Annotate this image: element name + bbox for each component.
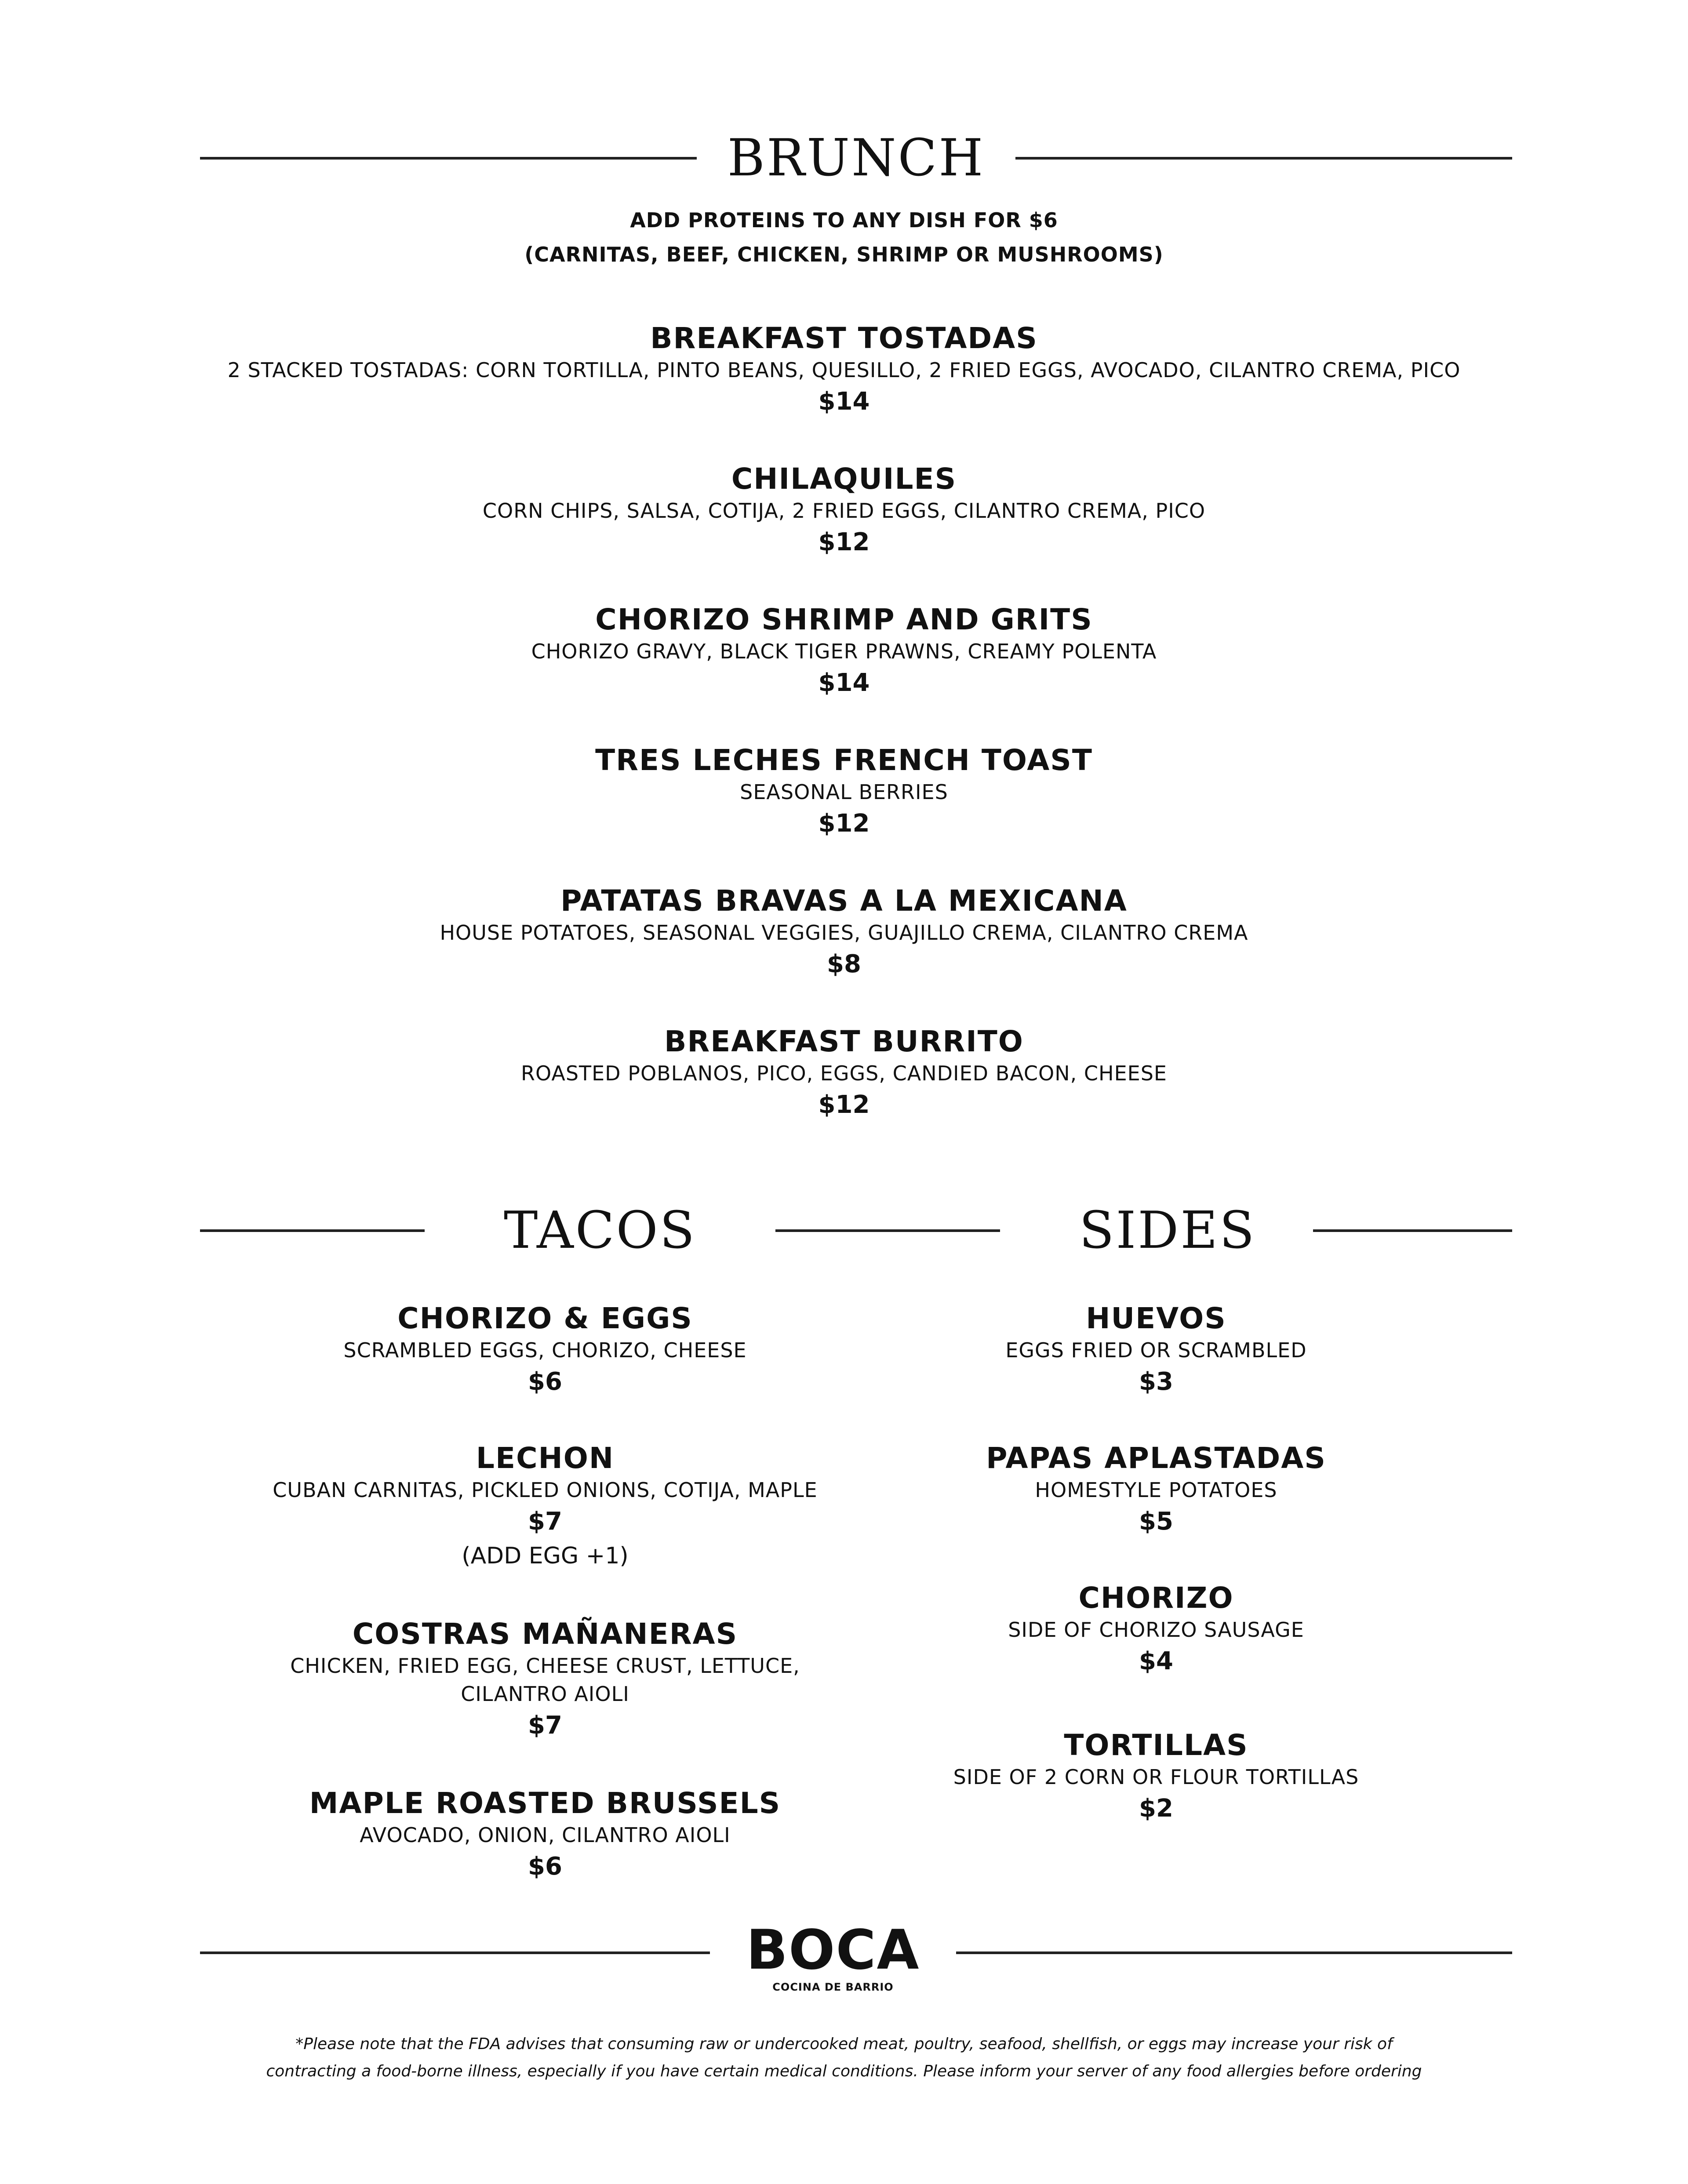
- item-name: LECHON: [476, 1441, 615, 1475]
- item-name: PAPAS APLASTADAS: [986, 1441, 1326, 1475]
- item-desc: CHICKEN, FRIED EGG, CHEESE CRUST, LETTUCE,: [290, 1654, 800, 1678]
- item-desc: HOMESTYLE POTATOES: [1035, 1478, 1277, 1502]
- brunch-item: [0, 883, 1688, 1024]
- brunch-item: [0, 1024, 1688, 1165]
- item-name: COSTRAS MAÑANERAS: [352, 1617, 738, 1651]
- boca-logo: [712, 1919, 954, 1993]
- item-name: BREAKFAST TOSTADAS: [650, 321, 1038, 355]
- item-desc: 2 STACKED TOSTADAS: CORN TORTILLA, PINTO BEANS, QUESILLO, 2 FRIED EGGS, AVOCADO, CILANTRO CREMA, PICO: [227, 358, 1461, 382]
- item-price: $14: [818, 387, 870, 416]
- item-price: $5: [1139, 1507, 1173, 1536]
- brunch-item: [0, 321, 1688, 462]
- sides-items: [914, 1301, 1398, 1868]
- side-item: [914, 1441, 1398, 1581]
- item-price: $12: [818, 809, 870, 838]
- logo-wordmark: BOCA: [746, 1919, 920, 1982]
- item-name: MAPLE ROASTED BRUSSELS: [309, 1786, 781, 1820]
- item-desc: CHORIZO GRAVY, BLACK TIGER PRAWNS, CREAMY POLENTA: [531, 640, 1157, 663]
- taco-item: [237, 1617, 853, 1786]
- tacos-title: TACOS: [503, 1201, 697, 1260]
- disclaimer-line1: *Please note that the FDA advises that consuming raw or undercooked meat, poultry, seafood, shellfish, or eggs may increase your risk of: [295, 2035, 1393, 2053]
- brunch-header: [200, 127, 1512, 189]
- taco-item: [237, 1301, 853, 1441]
- item-desc: CORN CHIPS, SALSA, COTIJA, 2 FRIED EGGS, CILANTRO CREMA, PICO: [482, 499, 1206, 523]
- brunch-items: [0, 321, 1688, 1165]
- sides-title: SIDES: [1079, 1201, 1256, 1260]
- brunch-protein-note: [0, 203, 1688, 272]
- item-desc: SIDE OF CHORIZO SAUSAGE: [1008, 1618, 1304, 1642]
- side-item: [914, 1581, 1398, 1728]
- item-price: $8: [827, 950, 861, 978]
- fda-disclaimer: [0, 2031, 1688, 2085]
- item-price: $7: [528, 1711, 562, 1740]
- item-name: TRES LECHES FRENCH TOAST: [595, 743, 1093, 777]
- brunch-note-line2: (CARNITAS, BEEF, CHICKEN, SHRIMP OR MUSHROOMS): [524, 243, 1164, 266]
- item-desc: ROASTED POBLANOS, PICO, EGGS, CANDIED BACON, CHEESE: [520, 1061, 1167, 1085]
- item-price: $7: [528, 1507, 562, 1536]
- footer-rule-left: [200, 1951, 710, 1954]
- side-item: [914, 1728, 1398, 1868]
- brunch-item: [0, 462, 1688, 602]
- item-price: $12: [818, 1090, 870, 1119]
- brunch-note-line1: ADD PROTEINS TO ANY DISH FOR $6: [630, 208, 1058, 232]
- brunch-item: [0, 743, 1688, 883]
- disclaimer-line2: contracting a food-borne illness, especially if you have certain medical conditions. Please inform your server of any food allergies before ordering: [266, 2062, 1422, 2080]
- item-price: $3: [1139, 1367, 1173, 1396]
- item-name: HUEVOS: [1086, 1301, 1226, 1335]
- item-name: PATATAS BRAVAS A LA MEXICANA: [560, 884, 1128, 918]
- item-price: $2: [1139, 1794, 1173, 1823]
- item-price: $14: [818, 669, 870, 697]
- brunch-rule-right: [1015, 157, 1512, 160]
- item-desc: SCRAMBLED EGGS, CHORIZO, CHEESE: [343, 1338, 747, 1362]
- brunch-rule-left: [200, 157, 697, 160]
- item-price: $4: [1139, 1647, 1173, 1675]
- taco-item: [237, 1441, 853, 1617]
- item-desc: HOUSE POTATOES, SEASONAL VEGGIES, GUAJILLO CREMA, CILANTRO CREMA: [440, 921, 1248, 945]
- item-desc: CILANTRO AIOLI: [461, 1682, 629, 1706]
- brunch-item: [0, 602, 1688, 743]
- item-price: $12: [818, 528, 870, 556]
- item-desc: CUBAN CARNITAS, PICKLED ONIONS, COTIJA, MAPLE: [273, 1478, 818, 1502]
- item-price: $6: [528, 1852, 562, 1881]
- item-name: CHILAQUILES: [731, 462, 957, 496]
- sides-rule-right: [1313, 1229, 1512, 1232]
- logo-tagline: COCINA DE BARRIO: [772, 1981, 894, 1993]
- tacos-items: [237, 1301, 853, 1926]
- footer-rule-right: [956, 1951, 1512, 1954]
- item-desc: EGGS FRIED OR SCRAMBLED: [1005, 1338, 1307, 1362]
- tacos-header: [200, 1200, 1000, 1261]
- taco-item: [237, 1786, 853, 1926]
- item-name: BREAKFAST BURRITO: [664, 1025, 1024, 1058]
- item-price: $6: [528, 1367, 562, 1396]
- tacos-rule-right: [775, 1229, 1000, 1232]
- item-name: CHORIZO & EGGS: [397, 1301, 693, 1335]
- item-name: TORTILLAS: [1064, 1728, 1248, 1762]
- item-addon: (ADD EGG +1): [462, 1543, 629, 1569]
- item-desc: SIDE OF 2 CORN OR FLOUR TORTILLAS: [953, 1765, 1359, 1789]
- item-desc: AVOCADO, ONION, CILANTRO AIOLI: [360, 1823, 731, 1847]
- item-name: CHORIZO: [1078, 1581, 1234, 1615]
- item-name: CHORIZO SHRIMP AND GRITS: [595, 603, 1093, 636]
- side-item: [914, 1301, 1398, 1441]
- tacos-rule-left: [200, 1229, 425, 1232]
- item-desc: SEASONAL BERRIES: [740, 780, 948, 804]
- brunch-title: BRUNCH: [727, 128, 985, 188]
- sides-header: [1000, 1200, 1512, 1261]
